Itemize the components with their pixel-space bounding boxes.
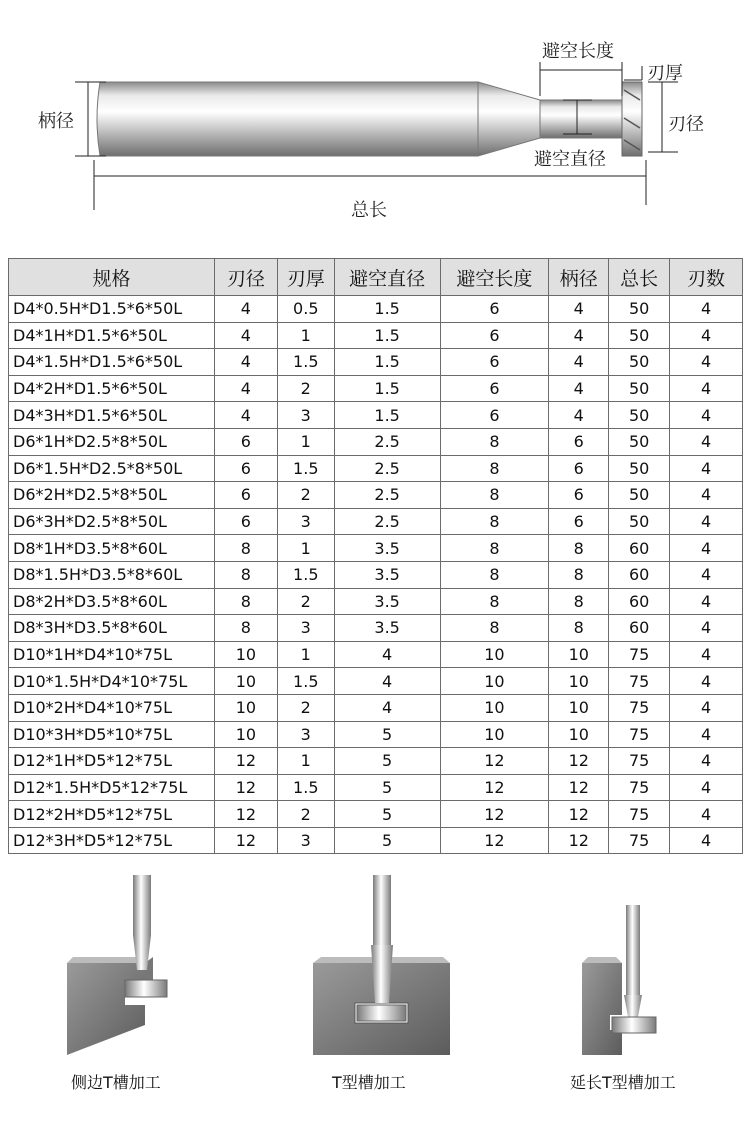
table-row [9,588,743,615]
cell-relief-length: 8 [440,561,549,588]
cell-flutes: 4 [670,827,743,854]
cell-blade-thickness: 2 [277,375,334,402]
cell-relief-diameter: 1.5 [334,349,440,376]
cell-relief-length: 6 [440,322,549,349]
cell-shank-diameter: 8 [549,615,609,642]
cell-relief-length: 10 [440,641,549,668]
cell-blade-thickness: 1 [277,535,334,562]
cell-spec: D8*1.5H*D3.5*8*60L [9,561,215,588]
cell-flutes: 4 [670,375,743,402]
cell-spec: D6*2H*D2.5*8*50L [9,482,215,509]
relief-diameter-label: 避空直径 [534,149,606,170]
cell-blade-thickness: 1.5 [277,774,334,801]
cell-blade-thickness: 3 [277,615,334,642]
cell-relief-diameter: 5 [334,827,440,854]
cell-shank-diameter: 4 [549,322,609,349]
cell-shank-diameter: 4 [549,402,609,429]
cell-spec: D4*1H*D1.5*6*50L [9,322,215,349]
cell-blade-diameter: 8 [214,561,277,588]
cell-shank-diameter: 12 [549,827,609,854]
cell-blade-thickness: 3 [277,721,334,748]
cell-relief-length: 8 [440,455,549,482]
cell-relief-diameter: 1.5 [334,322,440,349]
cell-flutes: 4 [670,455,743,482]
cell-blade-diameter: 12 [214,748,277,775]
cell-blade-thickness: 2 [277,801,334,828]
cell-spec: D10*3H*D5*10*75L [9,721,215,748]
cell-spec: D6*1.5H*D2.5*8*50L [9,455,215,482]
blade-thickness-label: 刃厚 [647,63,683,84]
cell-overall-length: 50 [609,428,670,455]
cell-spec: D4*0.5H*D1.5*6*50L [9,296,215,323]
cell-relief-diameter: 5 [334,801,440,828]
cell-relief-length: 10 [440,694,549,721]
cell-overall-length: 50 [609,349,670,376]
cell-relief-length: 8 [440,588,549,615]
cell-flutes: 4 [670,748,743,775]
cell-shank-diameter: 6 [549,455,609,482]
cell-shank-diameter: 10 [549,641,609,668]
table-row [9,455,743,482]
cell-spec: D10*1H*D4*10*75L [9,641,215,668]
cell-flutes: 4 [670,428,743,455]
cell-spec: D4*2H*D1.5*6*50L [9,375,215,402]
cell-relief-diameter: 5 [334,774,440,801]
table-body [9,296,743,854]
cell-blade-diameter: 6 [214,508,277,535]
cell-relief-length: 12 [440,801,549,828]
cell-relief-length: 6 [440,349,549,376]
cell-overall-length: 75 [609,827,670,854]
cell-shank-diameter: 4 [549,375,609,402]
cell-flutes: 4 [670,641,743,668]
cell-shank-diameter: 12 [549,774,609,801]
cell-overall-length: 60 [609,615,670,642]
cell-relief-length: 10 [440,668,549,695]
cell-shank-diameter: 4 [549,296,609,323]
cell-blade-diameter: 6 [214,482,277,509]
cell-spec: D12*3H*D5*12*75L [9,827,215,854]
table-row [9,801,743,828]
cell-blade-thickness: 2 [277,694,334,721]
cell-blade-diameter: 4 [214,296,277,323]
table-row [9,482,743,509]
cell-overall-length: 75 [609,694,670,721]
cell-relief-length: 6 [440,375,549,402]
table-row [9,402,743,429]
cell-relief-diameter: 3.5 [334,588,440,615]
cell-shank-diameter: 12 [549,801,609,828]
cell-flutes: 4 [670,296,743,323]
table-row [9,668,743,695]
cell-shank-diameter: 12 [549,748,609,775]
table-row [9,349,743,376]
cell-flutes: 4 [670,322,743,349]
cell-relief-diameter: 1.5 [334,375,440,402]
cell-blade-diameter: 8 [214,535,277,562]
cell-spec: D12*1.5H*D5*12*75L [9,774,215,801]
cell-spec: D8*3H*D3.5*8*60L [9,615,215,642]
table-row [9,428,743,455]
cell-overall-length: 60 [609,561,670,588]
cell-overall-length: 60 [609,588,670,615]
cell-blade-thickness: 1.5 [277,349,334,376]
cell-blade-thickness: 1 [277,322,334,349]
cell-relief-diameter: 2.5 [334,508,440,535]
table-row [9,561,743,588]
cell-relief-length: 12 [440,748,549,775]
cell-spec: D10*2H*D4*10*75L [9,694,215,721]
cell-shank-diameter: 8 [549,588,609,615]
table-row [9,827,743,854]
table-row [9,296,743,323]
cell-shank-diameter: 6 [549,508,609,535]
table-header-row [9,259,743,296]
table-row [9,694,743,721]
cell-overall-length: 75 [609,668,670,695]
header-blade-thickness: 刃厚 [277,259,334,296]
table-row [9,641,743,668]
cell-flutes: 4 [670,774,743,801]
cell-relief-diameter: 3.5 [334,561,440,588]
cell-shank-diameter: 10 [549,694,609,721]
cell-flutes: 4 [670,508,743,535]
cell-blade-diameter: 8 [214,615,277,642]
cell-blade-thickness: 1 [277,748,334,775]
cell-blade-thickness: 0.5 [277,296,334,323]
table-row [9,535,743,562]
blade-diameter-label: 刃径 [668,114,704,135]
shank-diameter-label: 柄径 [38,111,74,132]
cell-relief-diameter: 3.5 [334,535,440,562]
cell-blade-diameter: 10 [214,668,277,695]
t-slot-illustration [285,865,535,1115]
table-row [9,774,743,801]
cell-spec: D4*3H*D1.5*6*50L [9,402,215,429]
cell-blade-thickness: 1 [277,641,334,668]
cell-blade-diameter: 8 [214,588,277,615]
cell-blade-thickness: 3 [277,402,334,429]
cell-blade-diameter: 10 [214,721,277,748]
header-blade-diameter: 刃径 [214,259,277,296]
cell-shank-diameter: 10 [549,721,609,748]
cell-blade-thickness: 1.5 [277,455,334,482]
cell-flutes: 4 [670,535,743,562]
spec-table [8,258,743,854]
cell-relief-diameter: 2.5 [334,482,440,509]
cell-blade-thickness: 2 [277,588,334,615]
cell-blade-diameter: 6 [214,455,277,482]
cell-relief-diameter: 5 [334,748,440,775]
cell-spec: D12*1H*D5*12*75L [9,748,215,775]
cell-blade-thickness: 3 [277,827,334,854]
relief-length-label: 避空长度 [542,41,614,62]
cell-relief-length: 6 [440,402,549,429]
cell-blade-diameter: 6 [214,428,277,455]
cell-relief-length: 8 [440,482,549,509]
cell-flutes: 4 [670,694,743,721]
cell-relief-diameter: 5 [334,721,440,748]
cell-overall-length: 50 [609,508,670,535]
cell-shank-diameter: 6 [549,482,609,509]
cell-flutes: 4 [670,402,743,429]
cell-shank-diameter: 4 [549,349,609,376]
cell-relief-diameter: 4 [334,641,440,668]
cell-blade-diameter: 4 [214,402,277,429]
cell-spec: D8*2H*D3.5*8*60L [9,588,215,615]
cell-flutes: 4 [670,349,743,376]
cell-overall-length: 75 [609,641,670,668]
cell-overall-length: 50 [609,322,670,349]
cell-overall-length: 50 [609,296,670,323]
cell-shank-diameter: 10 [549,668,609,695]
table-row [9,375,743,402]
cell-blade-thickness: 2 [277,482,334,509]
cell-relief-length: 8 [440,508,549,535]
cell-blade-diameter: 4 [214,349,277,376]
cell-blade-thickness: 1 [277,428,334,455]
cell-blade-diameter: 12 [214,774,277,801]
cell-flutes: 4 [670,668,743,695]
side-t-slot-label: 侧边T槽加工 [71,1073,161,1092]
cell-relief-length: 10 [440,721,549,748]
overall-length-label: 总长 [351,200,387,221]
extended-t-slot-label: 延长T型槽加工 [570,1073,676,1092]
header-relief-length: 避空长度 [440,259,549,296]
cell-spec: D12*2H*D5*12*75L [9,801,215,828]
cell-blade-diameter: 12 [214,827,277,854]
t-slot-label: T型槽加工 [332,1073,406,1092]
cell-overall-length: 75 [609,801,670,828]
cell-relief-length: 8 [440,615,549,642]
cell-relief-diameter: 1.5 [334,402,440,429]
cell-flutes: 4 [670,588,743,615]
cell-shank-diameter: 8 [549,561,609,588]
cell-shank-diameter: 6 [549,428,609,455]
table-row [9,508,743,535]
cell-shank-diameter: 8 [549,535,609,562]
cell-blade-diameter: 4 [214,322,277,349]
cell-flutes: 4 [670,801,743,828]
cell-overall-length: 75 [609,748,670,775]
header-overall-length: 总长 [609,259,670,296]
cell-overall-length: 50 [609,455,670,482]
cell-blade-diameter: 4 [214,375,277,402]
cell-blade-diameter: 12 [214,801,277,828]
cutter-dimension-diagram [0,0,750,250]
cell-blade-thickness: 1.5 [277,668,334,695]
cell-blade-diameter: 10 [214,641,277,668]
cell-overall-length: 60 [609,535,670,562]
table-row [9,322,743,349]
cell-relief-length: 8 [440,428,549,455]
table-row [9,748,743,775]
cell-spec: D4*1.5H*D1.5*6*50L [9,349,215,376]
cell-relief-length: 12 [440,827,549,854]
cell-spec: D6*3H*D2.5*8*50L [9,508,215,535]
cell-relief-diameter: 3.5 [334,615,440,642]
cell-relief-length: 8 [440,535,549,562]
cell-relief-length: 12 [440,774,549,801]
cell-spec: D6*1H*D2.5*8*50L [9,428,215,455]
cell-flutes: 4 [670,561,743,588]
cell-relief-length: 6 [440,296,549,323]
header-flutes: 刃数 [670,259,743,296]
cell-spec: D10*1.5H*D4*10*75L [9,668,215,695]
table-row [9,615,743,642]
cell-relief-diameter: 4 [334,694,440,721]
cell-blade-diameter: 10 [214,694,277,721]
cell-flutes: 4 [670,721,743,748]
header-spec: 规格 [9,259,215,296]
header-relief-diameter: 避空直径 [334,259,440,296]
table-row [9,721,743,748]
cell-relief-diameter: 4 [334,668,440,695]
cell-overall-length: 75 [609,721,670,748]
cell-overall-length: 50 [609,402,670,429]
cell-overall-length: 50 [609,482,670,509]
header-shank-diameter: 柄径 [549,259,609,296]
cell-blade-thickness: 1.5 [277,561,334,588]
cell-flutes: 4 [670,482,743,509]
cell-overall-length: 50 [609,375,670,402]
cell-blade-thickness: 3 [277,508,334,535]
cell-relief-diameter: 1.5 [334,296,440,323]
cell-relief-diameter: 2.5 [334,455,440,482]
cell-overall-length: 75 [609,774,670,801]
cell-relief-diameter: 2.5 [334,428,440,455]
cell-flutes: 4 [670,615,743,642]
cell-spec: D8*1H*D3.5*8*60L [9,535,215,562]
